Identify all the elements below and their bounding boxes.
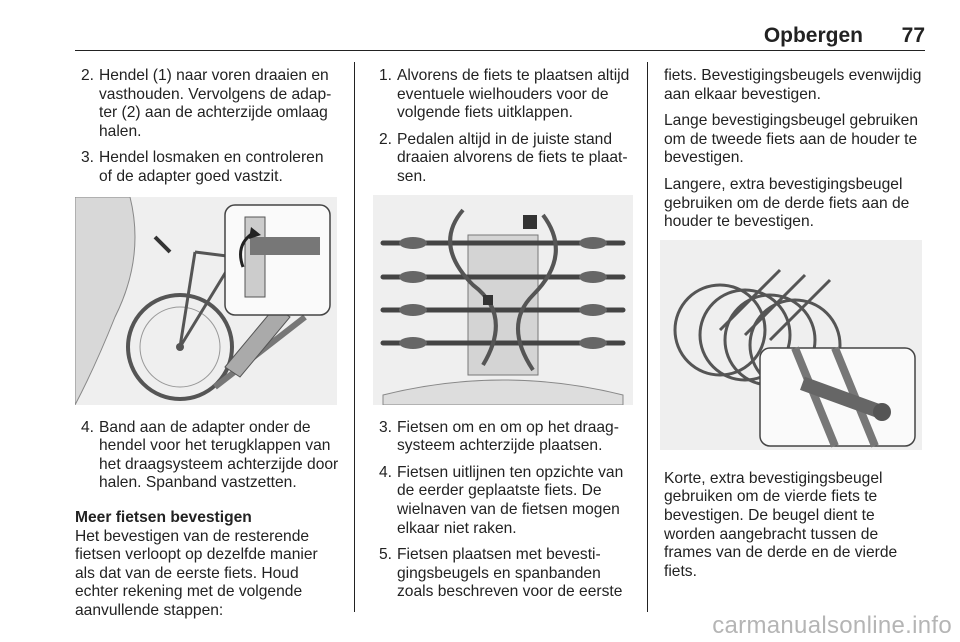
step-number: 4. (81, 418, 95, 436)
section-heading: Meer fietsen bevestigen (75, 508, 252, 526)
step-number: 5. (379, 546, 393, 564)
step-text: Pedalen altijd in de juiste stand draaien alvorens de fiets te plaatsen. (397, 130, 628, 185)
list-item (373, 419, 635, 456)
column-3 (664, 67, 930, 589)
column-divider-left (354, 62, 355, 612)
step-number: 1. (379, 67, 393, 84)
illustration-lever (75, 197, 337, 405)
page-header (75, 22, 925, 51)
step-text: Alvorens de fiets te plaatsen altijd eventuele wielhouders voor de volgende fiets uitklappen. (397, 67, 630, 122)
body-paragraph: Korte, extra bevestigingsbeugel gebruiken om de vierde fiets te bevestigen. De beugel dient te worden aangebracht tussen de frames van de derde en de vierde fiets. (664, 469, 898, 580)
step-number: 3. (81, 149, 95, 167)
body-paragraph: fiets. Bevestigingsbeugels evenwijdig aan elkaar bevestigen. (664, 67, 922, 103)
list-item (75, 419, 340, 493)
step-text: Fietsen om en om op het draagsysteem achterzijde plaatsen. (397, 418, 619, 455)
column-2 (373, 67, 635, 610)
steps-list-c (373, 67, 635, 187)
list-item (373, 67, 635, 123)
list-item (75, 149, 340, 186)
list-item (373, 464, 635, 538)
step-number: 2. (81, 67, 95, 84)
page-title: Opbergen (763, 24, 863, 47)
step-text: Fietsen plaatsen met bevestigingsbeugels en spanbanden zoals beschreven voor de eerste (397, 546, 623, 601)
body-paragraph: Het bevestigen van de resterende fietsen verloopt op dezelfde manier als dat van de eerste fiets. Houd echter rekening met de volgende aanvullende stappen: (75, 527, 318, 619)
steps-list-b (75, 419, 340, 493)
column-1 (75, 67, 340, 629)
step-text: Hendel (1) naar voren draaien en vasthouden. Vervolgens de adapter (2) aan de achterzijde omlaag halen. (99, 67, 332, 140)
list-item (373, 546, 635, 602)
steps-list-d (373, 419, 635, 602)
step-text: Band aan de adapter onder de hendel voor het terugklappen van het draagsysteem achterzijde door halen. Spanband vastzetten. (99, 418, 339, 492)
step-text: Fietsen uitlijnen ten opzichte van de eerder geplaatste fiets. De wielnaven van de fietsen mogen elkaar niet raken. (397, 463, 624, 537)
body-paragraph: Langere, extra bevestigingsbeugel gebruiken om de derde fiets aan de houder te bevestigen. (664, 175, 910, 231)
page-number: 77 (901, 24, 925, 47)
figure-mounting-brackets (660, 240, 922, 450)
illustration-wheel-holders (373, 195, 633, 405)
figure-wheel-holders (373, 195, 633, 405)
step-number: 3. (379, 418, 393, 436)
figure-bike-rack-lever (75, 197, 337, 405)
column-divider-right (647, 62, 648, 612)
list-item (75, 67, 340, 141)
illustration-brackets (660, 240, 922, 450)
body-paragraph: Lange bevestigingsbeugel gebruiken om de tweede fiets aan de houder te bevestigen. (664, 112, 919, 167)
list-item (373, 131, 635, 187)
step-text: Hendel losmaken en controleren of de adapter goed vastzit. (99, 149, 324, 185)
watermark: carmanualsonline.info (712, 612, 952, 639)
step-number: 4. (379, 463, 393, 481)
steps-list-a (75, 67, 340, 187)
step-number: 2. (379, 130, 393, 148)
